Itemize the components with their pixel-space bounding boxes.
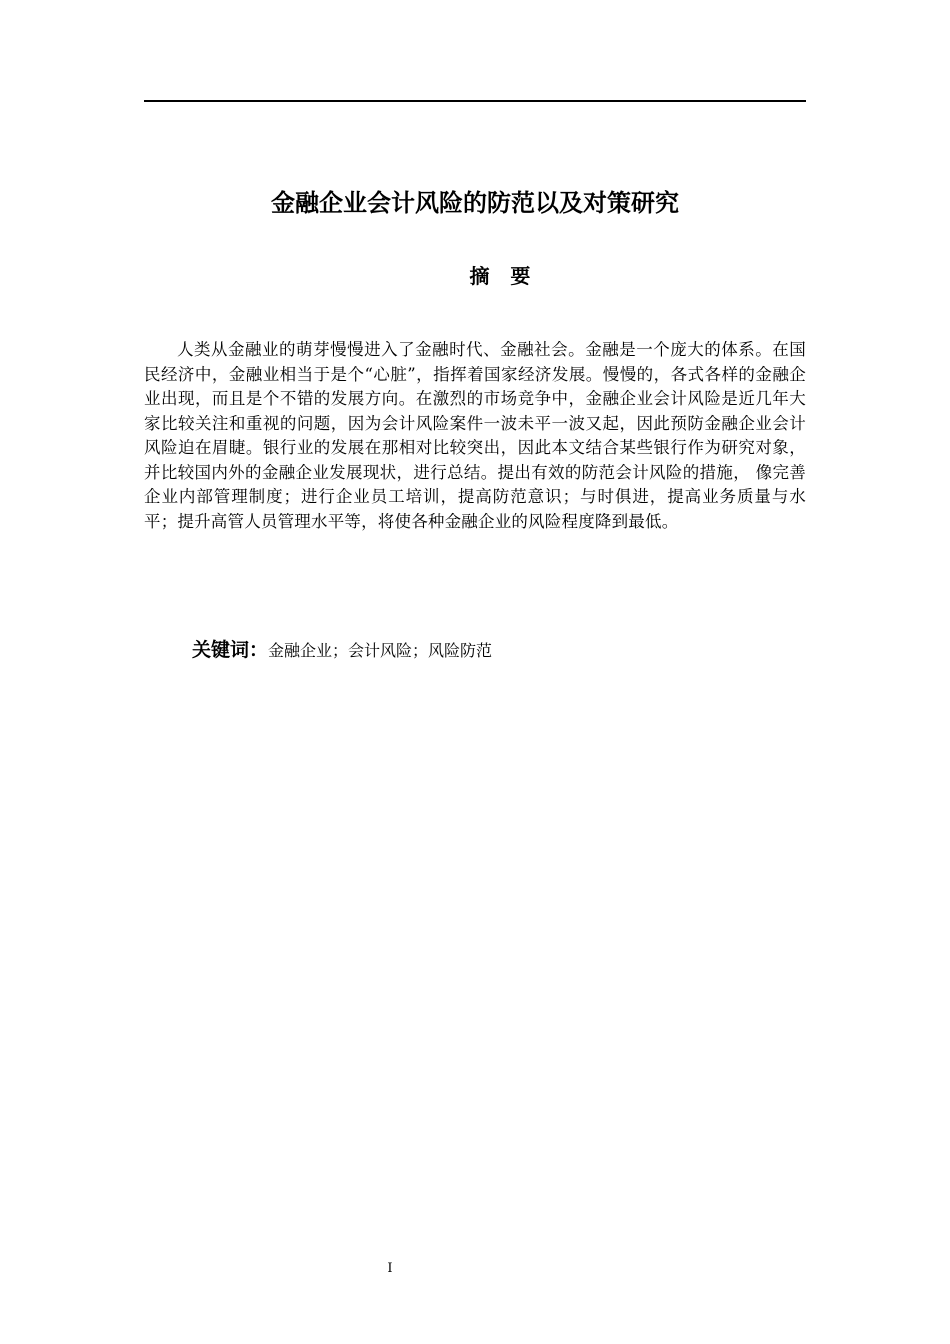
- keywords-text: 金融企业；会计风险；风险防范: [268, 641, 493, 660]
- keywords-line: [192, 636, 806, 665]
- header-rule: [144, 100, 806, 102]
- abstract-body: 人类从金融业的萌芽慢慢进入了金融时代、金融社会。金融是一个庞大的体系。在国民经济中，金融业相当于是个“心脏”，指挥着国家经济发展。慢慢的，各式各样的金融企业出现，而且是个不错的发展方向。在激烈的市场竞争中，金融企业会计风险是近几年大家比较关注和重视的问题，因为会计风险案件一波未平一波又起，因此预防金融企业会计风险迫在眉睫。银行业的发展在那相对比较突出，因此本文结合某些银行作为研究对象，并比较国内外的金融企业发展现状，进行总结。提出有效的防范会计风险的措施， 像完善企业内部管理制度；进行企业员工培训，提高防范意识；与时俱进，提高业务质量与水平；提升高管人员管理水平等，将使各种金融企业的风险程度降到最低。: [144, 340, 806, 531]
- page-number: I: [387, 1261, 393, 1276]
- abstract-heading: 摘 要: [469, 264, 531, 288]
- keywords-label: 关键词：: [192, 639, 269, 661]
- document-title: 金融企业会计风险的防范以及对策研究: [271, 189, 679, 217]
